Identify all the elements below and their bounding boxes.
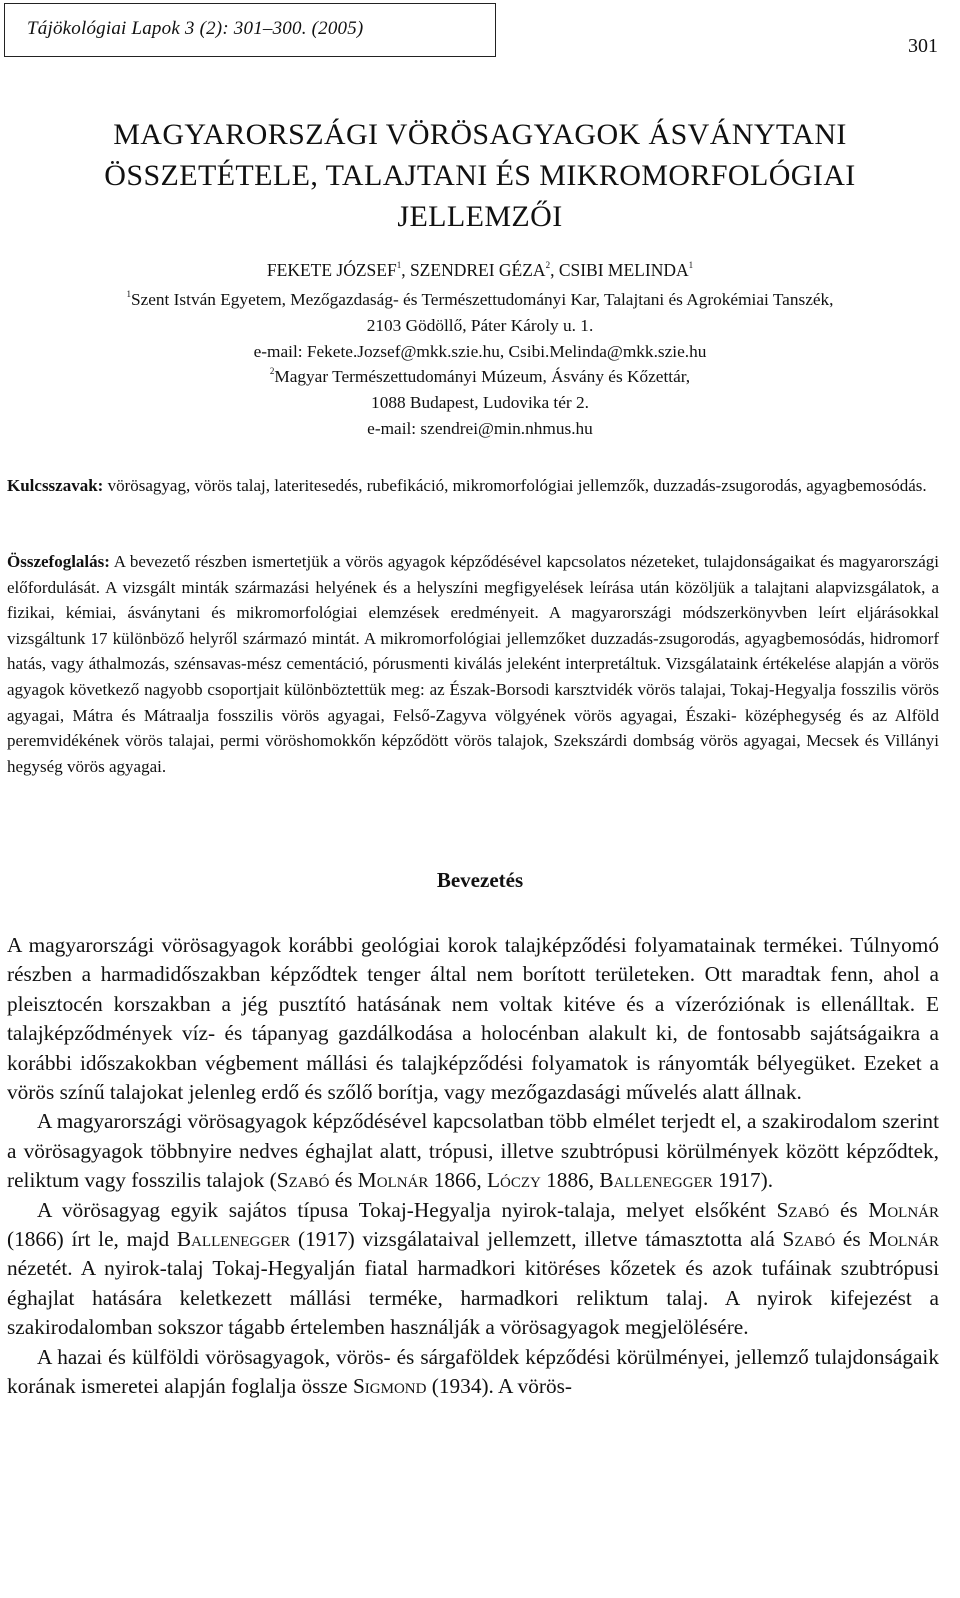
- abstract-label: Összefoglalás:: [7, 552, 110, 571]
- affiliation-marker: 1: [126, 289, 131, 299]
- keywords: [7, 473, 939, 499]
- citation-author: Molnár: [357, 1168, 429, 1193]
- author-name: , SZENDREI GÉZA: [401, 260, 546, 280]
- affiliation-1-email: e-mail: Fekete.Jozsef@mkk.szie.hu, Csibi.Melinda@mkk.szie.hu: [253, 341, 707, 361]
- citation-author: Ballenegger: [176, 1227, 291, 1252]
- citation-author: Molnár: [868, 1227, 940, 1252]
- affiliation-marker: 1: [688, 260, 694, 270]
- citation-author: Szabó: [276, 1168, 330, 1193]
- affiliation-marker: 2: [269, 366, 275, 377]
- affiliation-1-line-2: 2103 Gödöllő, Páter Károly u. 1.: [366, 315, 594, 335]
- journal-citation: Tájökológiai Lapok 3 (2): 301–300. (2005): [27, 18, 364, 39]
- affiliation-2-line-2: 1088 Budapest, Ludovika tér 2.: [371, 393, 589, 413]
- citation-author: Molnár: [868, 1197, 939, 1222]
- citation-author: Lóczy: [486, 1168, 541, 1193]
- keywords-text: vörösagyag, vörös talaj, lateritesedés, rubefikáció, mikromorfológiai jellemzők, duzzadás-zsugorodás, agyagbemosódás.: [103, 476, 927, 495]
- affiliation-1-line-1: $^1$Szent István Egyetem, Mezőgazdaság- és Természettudományi Kar, Talajtani és Agrokémiai Tanszék,: [126, 289, 834, 309]
- title-line-2: ÖSSZETÉTELE, TALAJTANI ÉS MIKROMORFOLÓGIAI: [104, 159, 856, 192]
- paper-title: [0, 114, 960, 237]
- affiliation-2-line-1: $^2$Magyar Természettudományi Múzeum, Ásvány és Kőzettár,: [269, 366, 691, 387]
- affiliation-2-email: e-mail: szendrei@min.nhmus.hu: [367, 418, 593, 438]
- abstract: [7, 549, 939, 779]
- body-paragraph-3: A vörösagyag egyik sajátos típusa Tokaj-Hegyalja nyirok-talaja, melyet elsőként Szabó és Molnár (1866) írt le, majd Ballenegger (1917) vizsgálataival jellemzett, illetve támasztotta alá Szabó és Molnár nézetét. A nyirok-talaj Tokaj-Hegyalján fiatal harmadkori kitöréses kőzetek és azok tufáinak szubtrópusi éghajlat hatására keletkezett mállási terméke, harmadkori reliktum talaj. A nyirok kifejezést a szakirodalomban sokszor tágabb értelemben használják a vörösagyagok megjelölésére.: [7, 1197, 940, 1340]
- citation-author: Szabó: [776, 1197, 830, 1222]
- citation-author: Szabó: [782, 1227, 836, 1252]
- citation-author: Ballenegger: [599, 1168, 713, 1193]
- page-number: 301: [908, 35, 938, 57]
- affiliations: [0, 287, 960, 442]
- title-line-1: MAGYARORSZÁGI VÖRÖSAGYAGOK ÁSVÁNYTANI: [113, 118, 847, 151]
- author-name: FEKETE JÓZSEF: [266, 260, 397, 280]
- author-name: , CSIBI MELINDA: [550, 260, 689, 280]
- affiliation-marker: 2: [545, 260, 551, 270]
- section-heading: Bevezetés: [436, 868, 524, 892]
- citation-author: Sigmond: [352, 1374, 427, 1399]
- journal-citation-box: [4, 3, 496, 57]
- affiliation-marker: 1: [396, 260, 402, 270]
- body-paragraph-2: A magyarországi vörösagyagok képződésével kapcsolatban több elmélet terjedt el, a szakirodalom szerint a vörösagyagok többnyire nedves éghajlat alatt, trópusi, illetve szubtrópusi körülmények között képződtek, reliktum vagy fosszilis talajok (Szabó és Molnár 1866, Lóczy 1886, Ballenegger 1917).: [7, 1109, 939, 1193]
- title-line-3: JELLEMZŐI: [397, 200, 563, 233]
- body-paragraph-1: A magyarországi vörösagyagok korábbi geológiai korok talajképződési folyamatainak termékei. Túlnyomó részben a harmadidőszakban képződtek tenger által nem borított területeken. Ott maradtak fenn, ahol a pleisztocén korszakban a jég pusztító hatásának nem voltak kitéve és a vízeróziónak is ellenálltak. E talajképződmények víz- és tápanyag gazdálkodása a holocénban alakult ki, de fontosabb sajátságaikra a korábbi időszakokban végbement mállási és talajképződési folyamatok is rányomták bélyegüket. Ezeket a vörös színű talajokat jelenleg erdő és szőlő borítja, vagy mezőgazdasági művelés alatt állnak.: [7, 933, 939, 1105]
- abstract-text: A bevezető részben ismertetjük a vörös agyagok képződésével kapcsolatos nézeteket, tulajdonságaikat és magyarországi előfordulását. A vizsgált minták származási helyének és a helyszíni megfigyelések leírása után közöljük a talajtani alapvizsgálatok, a fizikai, kémiai, ásványtani és mikromorfológiai elemzések eredményeit. A magyarországi módszerkönyvben leírt eljárásokkal vizsgáltunk 17 különböző helyről származó mintát. A mikromorfológiai jellemzőket duzzadás-zsugorodás, agyagbemosódás, hidromorf hatás, vagy áthalmozás, szénsavas-mész cementáció, pórusmenti kiválás jeleként interpretáltuk. Vizsgálataink értékelése alapján a vörös agyagok következő nagyobb csoportjait különböztettük meg: az Észak-Borsodi karsztvidék vörös talajai, Tokaj-Hegyalja fosszilis vörös agyagai, Mátra és Mátraalja fosszilis vörös agyagai, Felső-Zagyva völgyének vörös agyagai, Északi- középhegység és az Alföld peremvidékének vörös talajai, permi vöröshomokkőn képződött vörös talajok, Szekszárdi dombság vörös agyagai, Mecsek és Villányi hegység vörös agyagai.: [7, 552, 939, 776]
- author-list: [0, 260, 960, 281]
- body-text: [7, 931, 939, 1402]
- body-paragraph-4: A hazai és külföldi vörösagyagok, vörös- és sárgaföldek képződési körülményei, jellemző tulajdonságaik korának ismeretei alapján foglalja össze Sigmond (1934). A vörös-: [7, 1344, 939, 1399]
- keywords-label: Kulcsszavak:: [7, 476, 104, 495]
